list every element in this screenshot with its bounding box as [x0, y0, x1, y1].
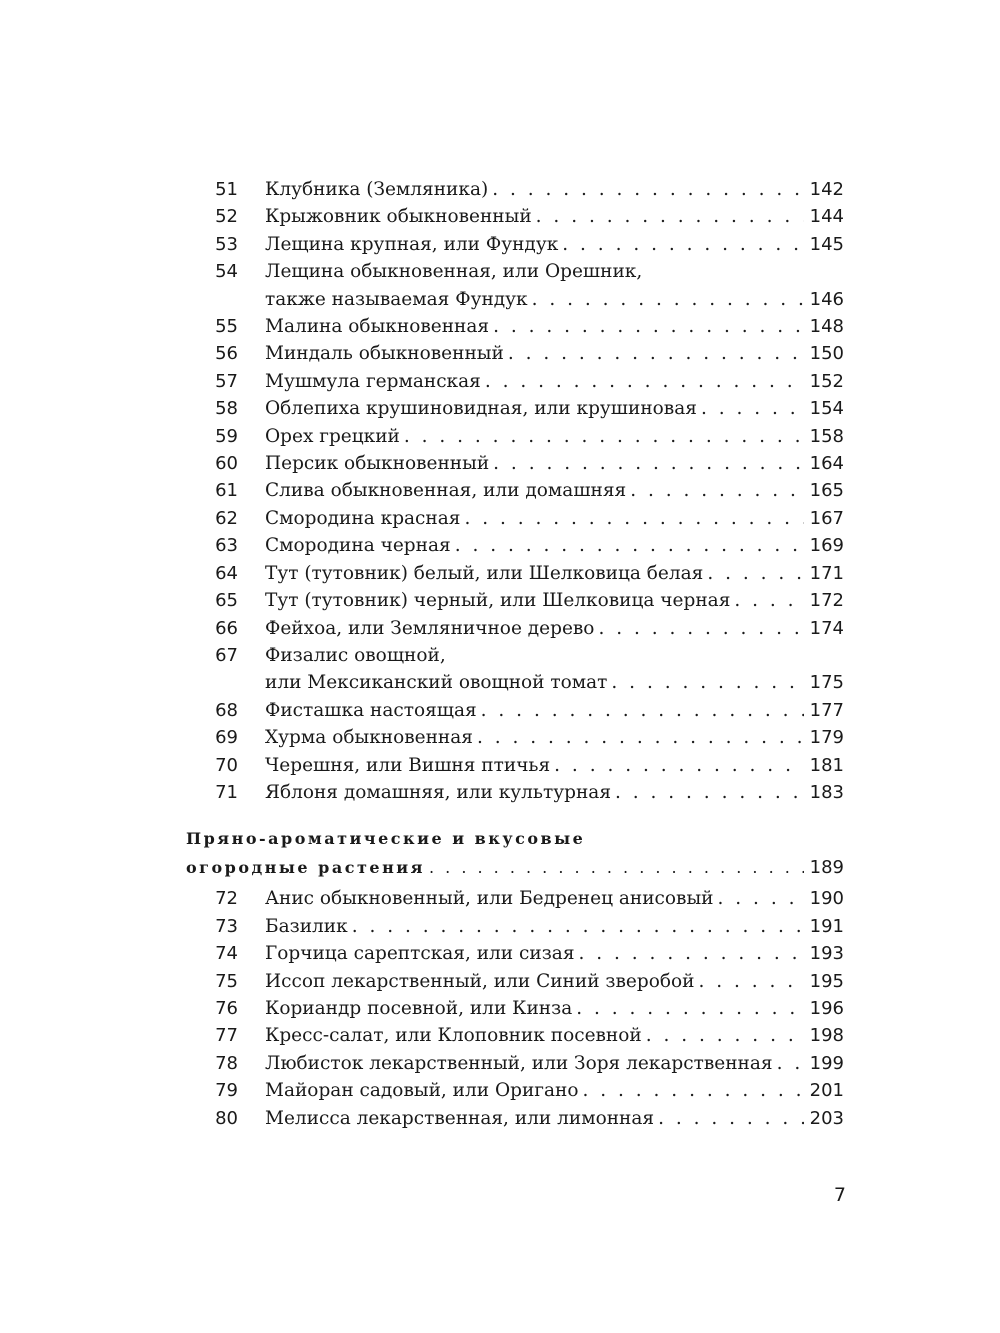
entry-line — [265, 913, 844, 940]
entry-title: Горчица сарептская, или сизая — [265, 943, 575, 965]
entry-line — [265, 423, 844, 450]
entry-page-number: 142 — [809, 179, 844, 200]
section-heading-line — [186, 853, 844, 882]
entry-title: Крыжовник обыкновенный — [265, 206, 532, 228]
toc-entry[interactable] — [186, 940, 844, 967]
toc-entry[interactable] — [186, 995, 844, 1022]
entry-page-number: 172 — [809, 590, 844, 612]
entry-number: 75 — [215, 970, 238, 992]
entry-line — [265, 642, 844, 669]
leader-dots — [493, 313, 804, 340]
entry-body — [265, 450, 844, 477]
leader-dots — [485, 368, 804, 395]
entry-title: или Мексиканский овощной томат — [265, 672, 608, 694]
entry-line — [265, 313, 844, 340]
entry-number: 56 — [215, 343, 238, 365]
toc-entry[interactable] — [186, 1077, 844, 1104]
entry-title: Майоран садовый, или Ориганo — [265, 1080, 579, 1102]
entry-line — [265, 752, 844, 779]
entry-body — [265, 1050, 844, 1077]
toc-entry[interactable] — [186, 752, 844, 779]
leader-dots — [598, 615, 803, 642]
leader-dots — [734, 587, 803, 614]
entry-body — [265, 505, 844, 532]
entry-body — [265, 1022, 844, 1049]
leader-dots — [646, 1022, 804, 1049]
toc-entry[interactable] — [186, 423, 844, 450]
entry-page-number: 152 — [809, 370, 844, 392]
entry-page-number: 201 — [809, 1080, 844, 1102]
leader-dots — [477, 724, 804, 751]
entry-page-number: 146 — [809, 288, 844, 310]
entry-number: 62 — [215, 507, 238, 529]
entry-number: 65 — [215, 590, 238, 612]
entry-title: Облепиха крушиновидная, или крушиновая — [265, 398, 697, 420]
toc-entry[interactable] — [186, 587, 844, 614]
entry-title: Анис обыкновенный, или Бедренец анисовый — [265, 888, 714, 910]
entry-page-number: 195 — [809, 970, 844, 992]
toc-entry[interactable] — [186, 450, 844, 477]
entry-number: 60 — [215, 453, 238, 475]
entry-number: 76 — [215, 997, 238, 1019]
entry-line — [265, 724, 844, 751]
entry-line — [265, 1105, 844, 1132]
leader-dots — [352, 913, 804, 940]
leader-dots — [429, 853, 804, 882]
toc-entry[interactable] — [186, 176, 844, 203]
entry-number: 70 — [215, 754, 238, 776]
entry-body — [265, 697, 844, 724]
entry-page-number: 169 — [809, 535, 844, 557]
toc-entry[interactable] — [186, 1022, 844, 1049]
toc-entry[interactable] — [186, 615, 844, 642]
entry-page-number: 148 — [809, 316, 844, 338]
entry-line — [265, 560, 844, 587]
table-of-contents — [186, 176, 844, 1132]
toc-group-spices — [186, 885, 844, 1132]
entry-number: 78 — [215, 1052, 238, 1074]
entry-line — [265, 477, 844, 504]
entry-body — [265, 423, 844, 450]
entry-number: 55 — [215, 316, 238, 338]
entry-page-number: 181 — [809, 754, 844, 776]
leader-dots — [404, 423, 804, 450]
entry-page-number: 175 — [809, 672, 844, 694]
entry-page-number: 145 — [809, 233, 844, 255]
entry-title: Любисток лекарственный, или Зоря лекарственная — [265, 1052, 773, 1074]
entry-line — [265, 203, 844, 230]
leader-dots — [630, 477, 803, 504]
leader-dots — [658, 1105, 804, 1132]
section-heading-line — [186, 824, 844, 853]
toc-entry[interactable] — [186, 505, 844, 532]
entry-page-number: 158 — [809, 425, 844, 447]
entry-page-number: 171 — [809, 562, 844, 584]
toc-entry[interactable] — [186, 913, 844, 940]
entry-title: Физалис овощной, — [265, 644, 446, 666]
entry-line — [265, 1022, 844, 1049]
entry-page-number: 177 — [809, 699, 844, 721]
entry-line — [265, 340, 844, 367]
toc-entry[interactable] — [186, 697, 844, 724]
entry-page-number: 144 — [809, 206, 844, 228]
entry-page-number: 190 — [809, 888, 844, 910]
leader-dots — [492, 176, 803, 203]
leader-dots — [707, 560, 803, 587]
toc-entry[interactable] — [186, 340, 844, 367]
leader-dots — [576, 995, 803, 1022]
entry-line — [265, 286, 844, 313]
entry-title: Персик обыкновенный — [265, 453, 490, 475]
entry-number: 74 — [215, 943, 238, 965]
entry-body — [265, 176, 844, 203]
toc-entry[interactable] — [186, 724, 844, 751]
section-title-line1: Пряно-ароматические и вкусовые — [186, 829, 586, 849]
entry-body — [265, 587, 844, 614]
entry-number: 68 — [215, 699, 238, 721]
entry-line — [265, 505, 844, 532]
leader-dots — [493, 450, 803, 477]
entry-page-number: 179 — [809, 727, 844, 749]
entry-body — [265, 642, 844, 697]
entry-number: 72 — [215, 888, 238, 910]
toc-entry[interactable] — [186, 477, 844, 504]
entry-page-number: 196 — [809, 997, 844, 1019]
entry-title: Тут (тутовник) белый, или Шелковица белая — [265, 562, 704, 584]
entry-title: также называемая Фундук — [265, 288, 528, 310]
entry-body — [265, 203, 844, 230]
entry-line — [265, 258, 844, 285]
entry-body — [265, 532, 844, 559]
entry-number: 79 — [215, 1080, 238, 1102]
entry-body — [265, 968, 844, 995]
toc-entry[interactable] — [186, 642, 844, 697]
entry-line — [265, 176, 844, 203]
entry-title: Кресс-салат, или Клоповник посевной — [265, 1025, 642, 1047]
entry-body — [265, 615, 844, 642]
leader-dots — [611, 669, 803, 696]
entry-title: Клубника (Земляника) — [265, 179, 489, 200]
entry-body — [265, 752, 844, 779]
entry-title: Мушмула германская — [265, 370, 481, 392]
entry-title: Лещина обыкновенная, или Орешник, — [265, 261, 643, 283]
entry-title: Хурма обыкновенная — [265, 727, 473, 749]
entry-body — [265, 340, 844, 367]
entry-page-number: 164 — [809, 453, 844, 475]
entry-number: 52 — [215, 206, 238, 228]
entry-line — [265, 940, 844, 967]
entry-title: Смородина красная — [265, 507, 461, 529]
section-title-line2: огородные растения — [186, 858, 425, 878]
entry-number: 59 — [215, 425, 238, 447]
entry-page-number: 183 — [809, 781, 844, 803]
entry-title: Мелисса лекарственная, или лимонная — [265, 1107, 655, 1129]
entry-number: 57 — [215, 370, 238, 392]
entry-line — [265, 697, 844, 724]
entry-page-number: 193 — [809, 943, 844, 965]
page-folio: 7 — [833, 1184, 846, 1206]
entry-page-number: 165 — [809, 480, 844, 502]
entry-number: 54 — [215, 261, 238, 283]
entry-body — [265, 395, 844, 422]
leader-dots — [579, 940, 804, 967]
entry-line — [265, 1077, 844, 1104]
leader-dots — [698, 968, 803, 995]
toc-entry[interactable] — [186, 313, 844, 340]
toc-entry[interactable] — [186, 968, 844, 995]
entry-line — [265, 450, 844, 477]
leader-dots — [554, 752, 803, 779]
entry-page-number: 203 — [809, 1107, 844, 1129]
entry-line — [265, 885, 844, 912]
entry-line — [265, 395, 844, 422]
entry-title: Малина обыкновенная — [265, 316, 490, 338]
entry-body — [265, 995, 844, 1022]
entry-title: Смородина черная — [265, 535, 451, 557]
entry-number: 80 — [215, 1107, 238, 1129]
toc-entry[interactable] — [186, 368, 844, 395]
entry-title: Иссоп лекарственный, или Синий зверобой — [265, 970, 695, 992]
entry-body — [265, 560, 844, 587]
toc-entry[interactable] — [186, 258, 844, 313]
entry-number: 73 — [215, 915, 238, 937]
entry-number: 67 — [215, 644, 238, 666]
entry-number: 53 — [215, 233, 238, 255]
entry-title: Фисташка настоящая — [265, 699, 477, 721]
leader-dots — [701, 395, 804, 422]
entry-line — [265, 615, 844, 642]
entry-number: 58 — [215, 398, 238, 420]
entry-number: 51 — [215, 179, 238, 200]
entry-page-number: 198 — [809, 1025, 844, 1047]
entry-body — [265, 940, 844, 967]
entry-body — [265, 313, 844, 340]
leader-dots — [464, 505, 803, 532]
entry-number: 71 — [215, 781, 238, 803]
entry-title: Кориандр посевной, или Кинза — [265, 997, 573, 1019]
entry-line — [265, 669, 844, 696]
entry-number: 66 — [215, 617, 238, 639]
entry-body — [265, 913, 844, 940]
leader-dots — [718, 885, 804, 912]
entry-body — [265, 779, 844, 806]
toc-entry[interactable] — [186, 1050, 844, 1077]
entry-body — [265, 477, 844, 504]
entry-number: 64 — [215, 562, 238, 584]
section-page-number: 189 — [809, 857, 844, 879]
leader-dots — [536, 203, 804, 230]
leader-dots — [532, 286, 804, 313]
entry-page-number: 154 — [809, 398, 844, 420]
entry-line — [265, 231, 844, 258]
entry-title: Черешня, или Вишня птичья — [265, 754, 551, 776]
toc-entry[interactable] — [186, 532, 844, 559]
entry-title: Орех грецкий — [265, 425, 400, 447]
toc-entry[interactable] — [186, 560, 844, 587]
entry-body — [265, 1077, 844, 1104]
toc-entry[interactable] — [186, 231, 844, 258]
entry-line — [265, 368, 844, 395]
entry-page-number: 191 — [809, 915, 844, 937]
toc-section-heading[interactable] — [186, 824, 844, 882]
leader-dots — [777, 1050, 804, 1077]
entry-line — [265, 995, 844, 1022]
toc-entry[interactable] — [186, 779, 844, 806]
entry-number: 63 — [215, 535, 238, 557]
entry-body — [265, 231, 844, 258]
leader-dots — [508, 340, 804, 367]
toc-group-fruits — [186, 176, 844, 806]
leader-dots — [481, 697, 804, 724]
leader-dots — [455, 532, 804, 559]
leader-dots — [562, 231, 803, 258]
entry-page-number: 174 — [809, 617, 844, 639]
entry-number: 77 — [215, 1025, 238, 1047]
entry-body — [265, 724, 844, 751]
entry-line — [265, 532, 844, 559]
entry-line — [265, 968, 844, 995]
entry-number: 61 — [215, 480, 238, 502]
entry-title: Яблоня домашняя, или культурная — [265, 781, 611, 803]
entry-line — [265, 1050, 844, 1077]
entry-title: Лещина крупная, или Фундук — [265, 233, 559, 255]
entry-body — [265, 1105, 844, 1132]
entry-body — [265, 368, 844, 395]
entry-title: Фейхоа, или Земляничное дерево — [265, 617, 595, 639]
leader-dots — [615, 779, 804, 806]
entry-body — [265, 258, 844, 313]
entry-page-number: 199 — [809, 1052, 844, 1074]
entry-page-number: 167 — [809, 507, 844, 529]
entry-title: Слива обыкновенная, или домашняя — [265, 480, 627, 502]
toc-entry[interactable] — [186, 1105, 844, 1132]
entry-line — [265, 587, 844, 614]
entry-title: Тут (тутовник) черный, или Шелковица черная — [265, 590, 731, 612]
leader-dots — [583, 1077, 804, 1104]
entry-title: Миндаль обыкновенный — [265, 343, 504, 365]
toc-entry[interactable] — [186, 203, 844, 230]
entry-line — [265, 779, 844, 806]
entry-body — [265, 885, 844, 912]
entry-number: 69 — [215, 727, 238, 749]
entry-title: Базилик — [265, 915, 348, 937]
toc-entry[interactable] — [186, 885, 844, 912]
toc-entry[interactable] — [186, 395, 844, 422]
entry-page-number: 150 — [809, 343, 844, 365]
